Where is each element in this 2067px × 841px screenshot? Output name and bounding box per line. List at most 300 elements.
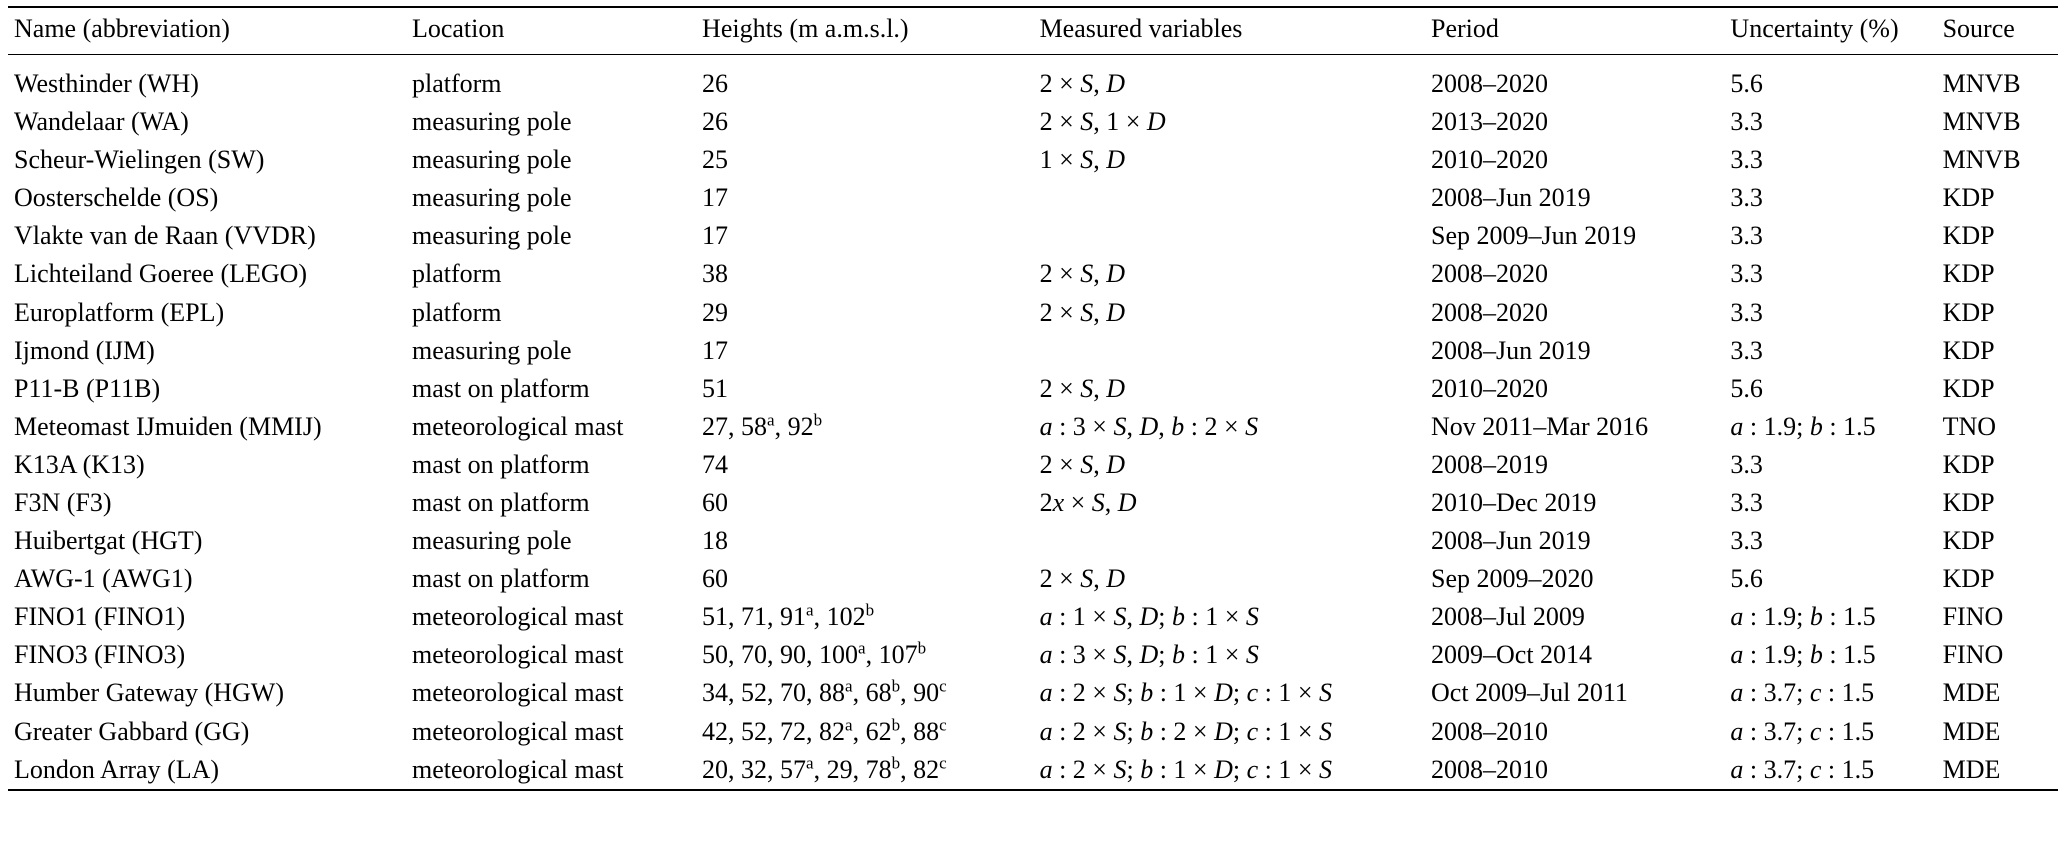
- height-value: 34: [702, 678, 729, 708]
- cell-measured-variables-part: : 2 ×: [1153, 716, 1215, 746]
- cell-measured-variables-part: D: [1106, 564, 1126, 594]
- cell-name: FINO1 (FINO1): [14, 602, 186, 632]
- cell-measured-variables-part: b: [1171, 411, 1185, 441]
- table-row: [8, 751, 2058, 790]
- cell-measured-variables: [1034, 408, 1425, 446]
- table-row: [8, 560, 2058, 598]
- cell-measured-variables-part: D: [1146, 107, 1166, 137]
- cell-uncertainty: [1724, 560, 1936, 598]
- height-superscript: c: [939, 753, 947, 773]
- cell-period: 2010–2020: [1431, 145, 1548, 175]
- cell-measured-variables-part: 2 ×: [1039, 259, 1081, 289]
- height-value: 17: [702, 221, 729, 251]
- cell-measured-variables-part: D: [1106, 373, 1126, 403]
- cell-measured-variables-part: a: [1039, 640, 1053, 670]
- height-value: 58: [741, 411, 768, 441]
- cell-measured-variables: [1034, 179, 1425, 217]
- cell-measured-variables-part: a: [1039, 754, 1053, 784]
- cell-period: 2008–2010: [1425, 751, 1724, 790]
- cell-measured-variables-part: D: [1214, 716, 1233, 746]
- cell-measured-variables-part: S: [1080, 564, 1094, 594]
- cell-location: measuring pole: [411, 183, 572, 213]
- cell-uncertainty: [1724, 370, 1936, 408]
- cell-uncertainty-part: 3.3: [1730, 526, 1763, 556]
- cell-period: Oct 2009–Jul 2011: [1431, 678, 1628, 708]
- height-value: 17: [702, 335, 729, 365]
- cell-measured-variables-part: D: [1106, 259, 1126, 289]
- cell-uncertainty: [1724, 674, 1936, 712]
- cell-measured-variables-part: ;: [1126, 754, 1141, 784]
- cell-heights: [696, 370, 1034, 408]
- cell-measured-variables: [1034, 103, 1425, 141]
- header-name: Name (abbreviation): [8, 7, 406, 54]
- cell-period: Sep 2009–2020: [1431, 564, 1594, 594]
- cell-measured-variables-part: ,: [1093, 373, 1107, 403]
- cell-name: Greater Gabbard (GG): [14, 716, 250, 746]
- cell-uncertainty: [1724, 598, 1936, 636]
- cell-measured-variables-part: : 2 ×: [1184, 411, 1246, 441]
- cell-measured-variables-part: ,: [1093, 145, 1107, 175]
- cell-source: KDP: [1942, 526, 1995, 556]
- cell-name: Meteomast IJmuiden (MMIJ): [14, 411, 322, 441]
- cell-heights: [696, 522, 1034, 560]
- cell-measured-variables: [1034, 446, 1425, 484]
- cell-name: Westhinder (WH): [14, 68, 199, 98]
- cell-name: Lichteiland Goeree (LEGO): [14, 259, 308, 289]
- cell-uncertainty-part: 3.3: [1730, 107, 1763, 137]
- table-row: [8, 598, 2058, 636]
- height-value: 102: [826, 602, 866, 632]
- cell-measured-variables: [1034, 598, 1425, 636]
- cell-heights: 42, 52, 72, 82$^a$, 62$^b$, 88$^c$: [702, 714, 947, 746]
- cell-measured-variables-part: ,: [1126, 411, 1140, 441]
- cell-uncertainty: [1724, 446, 1936, 484]
- cell-measured-variables-part: D: [1214, 678, 1233, 708]
- height-value: 57: [780, 754, 807, 784]
- cell-heights: [696, 293, 1034, 331]
- cell-uncertainty-part: : 3.7;: [1743, 716, 1810, 746]
- cell-measured-variables-part: : 3 ×: [1052, 411, 1114, 441]
- height-value: 100: [819, 640, 859, 670]
- cell-location: mast on platform: [411, 373, 590, 403]
- height-value: 88: [913, 716, 940, 746]
- height-value: 90: [780, 640, 807, 670]
- cell-heights: [696, 255, 1034, 293]
- height-value: 62: [865, 716, 892, 746]
- cell-uncertainty: [1724, 54, 1936, 103]
- cell-measured-variables: [1034, 522, 1425, 560]
- cell-location: measuring pole: [411, 335, 572, 365]
- cell-measured-variables-part: D: [1139, 640, 1159, 670]
- cell-uncertainty-part: a: [1730, 716, 1744, 746]
- cell-uncertainty: [1724, 141, 1936, 179]
- cell-uncertainty-part: 3.3: [1730, 297, 1763, 327]
- table-body: [8, 54, 2058, 789]
- height-superscript: b: [891, 753, 901, 773]
- cell-period: Sep 2009–Jun 2019: [1431, 221, 1637, 251]
- cell-measured-variables-part: ;: [1158, 640, 1172, 670]
- cell-measured-variables-part: D: [1106, 68, 1126, 98]
- cell-measured-variables-part: S: [1091, 488, 1105, 518]
- cell-uncertainty-part: : 1.9;: [1743, 602, 1810, 632]
- cell-name: Europlatform (EPL): [14, 297, 225, 327]
- cell-measured-variables-part: ,: [1093, 564, 1107, 594]
- cell-uncertainty: [1724, 636, 1936, 674]
- cell-measured-variables-part: ,: [1104, 488, 1118, 518]
- cell-uncertainty-part: b: [1809, 640, 1823, 670]
- height-value: 82: [819, 716, 846, 746]
- cell-location: platform: [411, 297, 502, 327]
- height-value: 70: [780, 678, 807, 708]
- height-value: 50: [702, 640, 729, 670]
- cell-period: 2008–2019: [1431, 449, 1548, 479]
- stations-table: [8, 6, 2058, 791]
- cell-measured-variables-part: S: [1080, 68, 1094, 98]
- height-value: 72: [780, 716, 807, 746]
- cell-measured-variables-part: a: [1039, 411, 1053, 441]
- cell-measured-variables-part: ;: [1126, 716, 1141, 746]
- cell-source: FINO: [1942, 640, 2004, 670]
- cell-measured-variables: [1034, 484, 1425, 522]
- cell-measured-variables-part: S: [1080, 259, 1094, 289]
- cell-measured-variables-part: : 1 ×: [1052, 602, 1114, 632]
- cell-heights: [696, 332, 1034, 370]
- header-period: Period: [1425, 7, 1724, 54]
- cell-location: meteorological mast: [411, 411, 624, 441]
- cell-uncertainty-part: a: [1730, 411, 1744, 441]
- height-superscript: a: [845, 676, 853, 696]
- cell-uncertainty-part: : 1.5: [1821, 678, 1875, 708]
- cell-measured-variables-part: S: [1080, 107, 1094, 137]
- cell-source: KDP: [1942, 488, 1995, 518]
- cell-name: Scheur-Wielingen (SW): [14, 145, 265, 175]
- cell-uncertainty-part: : 1.5: [1821, 716, 1875, 746]
- cell-uncertainty: [1724, 751, 1936, 790]
- height-value: 25: [702, 145, 729, 175]
- height-value: 74: [702, 449, 729, 479]
- cell-measured-variables-part: S: [1245, 602, 1259, 632]
- cell-measured-variables: [1034, 141, 1425, 179]
- cell-uncertainty: [1724, 103, 1936, 141]
- cell-measured-variables-part: D: [1117, 488, 1137, 518]
- cell-uncertainty-part: 3.3: [1730, 449, 1763, 479]
- cell-source: KDP: [1942, 221, 1995, 251]
- cell-measured-variables-part: b: [1140, 678, 1154, 708]
- cell-uncertainty-part: a: [1730, 602, 1744, 632]
- cell-measured-variables-part: a: [1039, 716, 1053, 746]
- cell-heights: 20, 32, 57$^a$, 29, 78$^b$, 82$^c$: [696, 751, 1034, 790]
- cell-source: MDE: [1942, 678, 2001, 708]
- cell-location: platform: [411, 259, 502, 289]
- cell-measured-variables-part: : 2 ×: [1052, 754, 1114, 784]
- cell-measured-variables: [1034, 332, 1425, 370]
- cell-measured-variables-part: ;: [1232, 754, 1247, 784]
- cell-measured-variables-part: ×: [1064, 488, 1092, 518]
- cell-period: 2009–Oct 2014: [1431, 640, 1593, 670]
- cell-heights: [696, 103, 1034, 141]
- cell-measured-variables-part: D: [1106, 145, 1126, 175]
- cell-measured-variables-part: 2 ×: [1039, 564, 1081, 594]
- cell-uncertainty: [1724, 293, 1936, 331]
- cell-heights: [696, 446, 1034, 484]
- height-value: 26: [702, 107, 729, 137]
- cell-source: MNVB: [1942, 68, 2021, 98]
- cell-heights: [696, 179, 1034, 217]
- cell-uncertainty: [1724, 255, 1936, 293]
- height-value: 27: [702, 411, 729, 441]
- cell-measured-variables-part: ;: [1158, 602, 1172, 632]
- cell-measured-variables-part: : 1 ×: [1184, 602, 1246, 632]
- cell-location: mast on platform: [411, 449, 590, 479]
- table-row: [8, 712, 2058, 750]
- height-value: 51: [702, 373, 729, 403]
- cell-heights: [696, 54, 1034, 103]
- cell-name: FINO3 (FINO3): [14, 640, 186, 670]
- cell-measured-variables-part: 2: [1039, 488, 1053, 518]
- height-value: 78: [865, 754, 892, 784]
- cell-name: K13A (K13): [14, 449, 145, 479]
- cell-measured-variables-part: S: [1113, 716, 1127, 746]
- header-location: Location: [406, 7, 696, 54]
- cell-uncertainty-part: 5.6: [1730, 373, 1763, 403]
- table-row: [8, 179, 2058, 217]
- cell-measured-variables-part: S: [1080, 145, 1094, 175]
- cell-measured-variables-part: S: [1245, 411, 1259, 441]
- cell-source: KDP: [1942, 183, 1995, 213]
- cell-uncertainty-part: 5.6: [1730, 68, 1763, 98]
- cell-uncertainty: [1724, 408, 1936, 446]
- cell-measured-variables-part: : 1 ×: [1258, 678, 1320, 708]
- cell-period: 2010–Dec 2019: [1431, 488, 1597, 518]
- height-value: 107: [878, 640, 918, 670]
- table-row: [8, 141, 2058, 179]
- cell-measured-variables: [1034, 370, 1425, 408]
- cell-measured-variables-part: S: [1080, 297, 1094, 327]
- cell-heights: 34, 52, 70, 88$^a$, 68$^b$, 90$^c$: [702, 676, 947, 708]
- height-value: 71: [741, 602, 768, 632]
- cell-measured-variables-part: ,: [1093, 68, 1107, 98]
- cell-measured-variables-part: b: [1171, 640, 1185, 670]
- header-measured-variables: Measured variables: [1034, 7, 1425, 54]
- cell-uncertainty: [1724, 179, 1936, 217]
- height-superscript: b: [865, 600, 875, 620]
- cell-measured-variables-part: b: [1140, 754, 1154, 784]
- cell-measured-variables-part: ,: [1126, 640, 1140, 670]
- height-value: 42: [702, 716, 729, 746]
- height-value: 20: [702, 754, 729, 784]
- cell-period: 2008–2020: [1431, 297, 1548, 327]
- cell-source: MDE: [1937, 751, 2058, 790]
- cell-measured-variables-part: D: [1139, 411, 1159, 441]
- height-value: 60: [702, 564, 729, 594]
- cell-uncertainty-part: : 1.5: [1821, 754, 1875, 784]
- cell-measured-variables-part: S: [1245, 640, 1259, 670]
- cell-period: 2008–2020: [1431, 259, 1548, 289]
- cell-uncertainty-part: 5.6: [1730, 564, 1763, 594]
- cell-measured-variables-part: a: [1039, 678, 1053, 708]
- cell-period: 2008–2010: [1431, 716, 1548, 746]
- cell-location: mast on platform: [411, 488, 590, 518]
- cell-measured-variables-part: ;: [1126, 678, 1141, 708]
- height-superscript: b: [813, 410, 823, 430]
- cell-uncertainty-part: 3.3: [1730, 259, 1763, 289]
- table-row: [8, 293, 2058, 331]
- table-row: [8, 484, 2058, 522]
- cell-uncertainty-part: 3.3: [1730, 183, 1763, 213]
- cell-heights: [696, 217, 1034, 255]
- cell-heights: 50, 70, 90, 100$^a$, 107$^b$: [702, 638, 927, 670]
- cell-measured-variables-part: D: [1139, 602, 1159, 632]
- cell-period: 2013–2020: [1431, 107, 1548, 137]
- height-superscript: c: [939, 676, 947, 696]
- cell-measured-variables-part: 2 ×: [1039, 449, 1081, 479]
- cell-measured-variables-part: 2 ×: [1039, 107, 1081, 137]
- cell-uncertainty-part: : 1.5: [1822, 640, 1876, 670]
- cell-period: Nov 2011–Mar 2016: [1431, 411, 1649, 441]
- height-value: 82: [913, 754, 940, 784]
- cell-heights: [696, 141, 1034, 179]
- height-value: 68: [865, 678, 892, 708]
- height-value: 91: [780, 602, 807, 632]
- height-superscript: b: [891, 676, 901, 696]
- cell-measured-variables-part: 2 ×: [1039, 297, 1081, 327]
- header-heights: Heights (m a.m.s.l.): [696, 7, 1034, 54]
- cell-source: KDP: [1942, 297, 1995, 327]
- cell-uncertainty-part: : 1.5: [1822, 602, 1876, 632]
- cell-name: F3N (F3): [14, 488, 112, 518]
- table-row: [8, 370, 2058, 408]
- cell-source: MNVB: [1942, 145, 2021, 175]
- cell-uncertainty-part: b: [1809, 602, 1823, 632]
- cell-period: 2008–Jun 2019: [1431, 183, 1591, 213]
- cell-uncertainty-part: a: [1730, 678, 1744, 708]
- cell-name: Wandelaar (WA): [14, 107, 189, 137]
- cell-measured-variables-part: S: [1113, 754, 1127, 784]
- header-uncertainty: Uncertainty (%): [1724, 7, 1936, 54]
- cell-measured-variables-part: 1 ×: [1039, 145, 1081, 175]
- cell-measured-variables-part: c: [1246, 716, 1259, 746]
- cell-name: P11-B (P11B): [14, 373, 161, 403]
- cell-measured-variables-part: D: [1106, 449, 1126, 479]
- height-superscript: b: [917, 638, 927, 658]
- cell-name: AWG-1 (AWG1): [14, 564, 193, 594]
- height-value: 88: [819, 678, 846, 708]
- cell-location: measuring pole: [411, 145, 572, 175]
- cell-measured-variables: [1034, 674, 1425, 712]
- cell-period: 2010–2020: [1431, 373, 1548, 403]
- table-row: [8, 408, 2058, 446]
- table-row: [8, 255, 2058, 293]
- table-row: [8, 446, 2058, 484]
- height-superscript: a: [806, 753, 814, 773]
- cell-uncertainty-part: a: [1730, 640, 1744, 670]
- cell-source: KDP: [1942, 335, 1995, 365]
- height-value: 38: [702, 259, 729, 289]
- height-value: 26: [702, 68, 729, 98]
- cell-name: Huibertgat (HGT): [14, 526, 203, 556]
- cell-location: platform: [411, 68, 502, 98]
- cell-measured-variables-part: S: [1319, 716, 1333, 746]
- cell-uncertainty: [1724, 217, 1936, 255]
- cell-measured-variables-part: a: [1039, 602, 1053, 632]
- cell-measured-variables-part: ,: [1093, 297, 1107, 327]
- cell-uncertainty-part: c: [1809, 754, 1822, 784]
- cell-heights: [696, 484, 1034, 522]
- height-value: 70: [741, 640, 768, 670]
- cell-measured-variables-part: S: [1080, 373, 1094, 403]
- cell-measured-variables-part: S: [1113, 411, 1127, 441]
- cell-period: 2008–Jun 2019: [1431, 335, 1591, 365]
- height-superscript: a: [767, 410, 775, 430]
- cell-source: KDP: [1942, 449, 1995, 479]
- cell-measured-variables: [1034, 217, 1425, 255]
- cell-period: 2008–2020: [1431, 68, 1548, 98]
- cell-source: MNVB: [1942, 107, 2021, 137]
- cell-uncertainty: [1724, 332, 1936, 370]
- height-value: 32: [741, 754, 768, 784]
- cell-name: Humber Gateway (HGW): [14, 678, 285, 708]
- cell-measured-variables: [1034, 255, 1425, 293]
- cell-measured-variables-part: : 1 ×: [1258, 716, 1320, 746]
- cell-measured-variables-part: D: [1214, 754, 1233, 784]
- cell-measured-variables-part: ,: [1126, 602, 1140, 632]
- cell-location: meteorological mast: [411, 716, 624, 746]
- height-superscript: a: [858, 638, 866, 658]
- cell-uncertainty: [1724, 522, 1936, 560]
- cell-measured-variables-part: c: [1246, 678, 1259, 708]
- cell-uncertainty-part: 3.3: [1730, 488, 1763, 518]
- cell-measured-variables-part: D: [1106, 297, 1126, 327]
- table-row: [8, 674, 2058, 712]
- cell-measured-variables-part: b: [1171, 602, 1185, 632]
- cell-measured-variables: [1034, 560, 1425, 598]
- height-value: 60: [702, 488, 729, 518]
- cell-measured-variables-part: ,: [1093, 259, 1107, 289]
- cell-source: FINO: [1942, 602, 2004, 632]
- cell-measured-variables-part: ;: [1232, 716, 1247, 746]
- table-row: [8, 217, 2058, 255]
- cell-uncertainty-part: : 3.7;: [1743, 678, 1810, 708]
- cell-uncertainty-part: c: [1809, 678, 1822, 708]
- cell-heights: [696, 560, 1034, 598]
- table-row: [8, 54, 2058, 103]
- cell-measured-variables-part: S: [1319, 678, 1333, 708]
- cell-measured-variables-part: , 1 ×: [1093, 107, 1147, 137]
- cell-name: London Array (LA): [8, 751, 406, 790]
- cell-measured-variables-part: 2 ×: [1039, 68, 1081, 98]
- cell-heights: 27, 58$^a$, 92$^b$: [702, 410, 823, 441]
- cell-period: 2008–Jun 2019: [1431, 526, 1591, 556]
- table-row: [8, 103, 2058, 141]
- cell-source: KDP: [1942, 564, 1995, 594]
- table-row: [8, 522, 2058, 560]
- cell-measured-variables-part: x: [1052, 488, 1065, 518]
- cell-location: meteorological mast: [411, 640, 624, 670]
- cell-location: measuring pole: [411, 107, 572, 137]
- cell-measured-variables-part: : 1 ×: [1153, 754, 1215, 784]
- cell-uncertainty-part: : 3.7;: [1743, 754, 1810, 784]
- cell-measured-variables-part: : 3 ×: [1052, 640, 1114, 670]
- table-row: [8, 332, 2058, 370]
- cell-source: KDP: [1942, 373, 1995, 403]
- header-row: [8, 7, 2058, 54]
- cell-measured-variables-part: c: [1246, 754, 1259, 784]
- cell-measured-variables-part: ,: [1093, 449, 1107, 479]
- height-superscript: a: [806, 600, 814, 620]
- cell-location: mast on platform: [411, 564, 590, 594]
- height-value: 92: [787, 411, 814, 441]
- cell-location: meteorological mast: [406, 751, 696, 790]
